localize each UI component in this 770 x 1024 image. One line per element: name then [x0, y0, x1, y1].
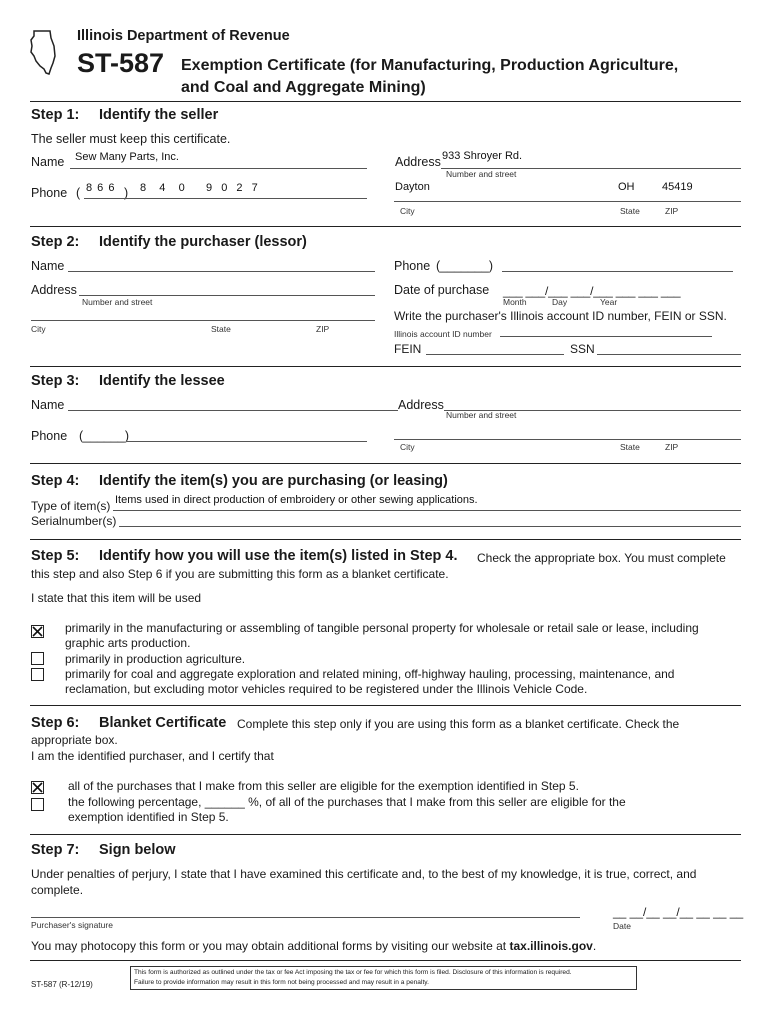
blanket-all-checkbox[interactable] — [31, 781, 44, 794]
use-mining-text: primarily for coal and aggregate exploration and related mining, off-highway hauling, processing, maintenance, and — [65, 667, 675, 681]
form-number: ST-587 — [77, 48, 165, 78]
lessee-phone-paren: (______) — [79, 429, 130, 443]
step5-statement: I state that this item will be used — [31, 591, 202, 605]
signature-date-field[interactable]: __ __/__ __/__ __ __ __ — [613, 905, 744, 919]
photocopy-note — [31, 939, 596, 953]
form-title-line2: and Coal and Aggregate Mining) — [181, 79, 426, 96]
account-id-label: Illinois account ID number — [394, 329, 492, 339]
step7-title: Sign below — [99, 842, 176, 858]
ssn-field[interactable] — [597, 354, 741, 355]
blanket-percentage-text2: exemption identified in Step 5. — [68, 810, 229, 824]
department-name: Illinois Department of Revenue — [77, 28, 290, 44]
step2-title: Identify the purchaser (lessor) — [99, 234, 307, 250]
lessee-state-label: State — [620, 442, 640, 452]
purchaser-phone-field[interactable] — [502, 271, 733, 272]
account-id-instruction: Write the purchaser's Illinois account ID number, FEIN or SSN. — [394, 309, 727, 323]
serial-number-label: Serialnumber(s) — [31, 514, 117, 528]
purchaser-zip-label: ZIP — [316, 324, 330, 334]
seller-number-street-label: Number and street — [446, 169, 517, 179]
purchaser-address-field[interactable] — [79, 295, 375, 296]
photocopy-period: . — [592, 939, 597, 953]
step4-label: Step 4: — [31, 473, 80, 489]
purchaser-phone-label: Phone — [394, 259, 431, 273]
step5-title: Identify how you will use the item(s) listed in Step 4. — [99, 548, 458, 564]
lessee-phone-field[interactable] — [127, 441, 367, 442]
lessee-city-label: City — [400, 442, 415, 452]
ssn-label: SSN — [570, 342, 595, 356]
purchase-day-label: Day — [552, 297, 568, 307]
step1-label: Step 1: — [31, 107, 80, 123]
blanket-percentage-option — [68, 795, 626, 825]
purchaser-name-field[interactable] — [68, 271, 375, 272]
penalty-statement-line2: complete. — [31, 883, 84, 897]
purchaser-state-label: State — [211, 324, 231, 334]
use-agriculture-checkbox[interactable] — [31, 652, 44, 665]
seller-phone-open-paren: ( — [76, 186, 81, 200]
seller-address-label: Address — [395, 155, 441, 169]
purchase-date-label: Date of purchase — [394, 283, 490, 297]
blanket-percentage-checkbox[interactable] — [31, 798, 44, 811]
seller-address-value: 933 Shroyer Rd. — [442, 150, 523, 162]
signature-date-label: Date — [613, 921, 631, 931]
blanket-percentage-text: the following percentage, ______ %, of all of the purchases that I make from this seller are eligible for the — [68, 795, 626, 809]
purchaser-signature-field[interactable] — [31, 917, 580, 918]
purchaser-city-label: City — [31, 324, 46, 334]
form-revision: ST-587 (R-12/19) — [31, 980, 93, 989]
blanket-all-option — [68, 779, 579, 794]
purchaser-number-street-label: Number and street — [82, 297, 153, 307]
seller-name-label: Name — [31, 155, 65, 169]
seller-city-state-zip-field[interactable] — [394, 201, 741, 202]
illinois-state-outline-icon — [28, 28, 58, 78]
seller-phone-area-code: 8 6 6 — [86, 182, 116, 194]
purchase-date-field[interactable]: ___ ___/___ ___/___ ___ ___ ___ — [503, 284, 681, 298]
step1-divider — [30, 226, 741, 227]
seller-city-label: City — [400, 206, 415, 216]
purchaser-city-state-zip-field[interactable] — [31, 320, 375, 321]
step2-divider — [30, 366, 741, 367]
account-id-field[interactable] — [500, 336, 712, 337]
step6-label: Step 6: — [31, 715, 80, 731]
seller-city-value: Dayton — [395, 181, 430, 193]
seller-phone-close-paren: ) — [124, 186, 129, 200]
step2-label: Step 2: — [31, 234, 80, 250]
lessee-name-label: Name — [31, 398, 65, 412]
use-mining-option — [65, 667, 674, 697]
item-type-label: Type of item(s) — [31, 499, 111, 513]
lessee-address-label: Address — [398, 398, 444, 412]
fein-field[interactable] — [426, 354, 564, 355]
seller-zip-value: 45419 — [662, 181, 693, 193]
blanket-all-text: all of the purchases that I make from this seller are eligible for the exemption identified in Step 5. — [68, 779, 579, 793]
step7-label: Step 7: — [31, 842, 80, 858]
item-type-value: Items used in direct production of embroidery or other sewing applications. — [115, 494, 478, 506]
purchaser-phone-paren: (_______) — [436, 259, 493, 273]
use-agriculture-text: primarily in production agriculture. — [65, 652, 246, 666]
step5-divider — [30, 705, 741, 706]
seller-phone-number: 8 4 0 9 0 2 7 — [140, 182, 259, 194]
step1-title: Identify the seller — [99, 107, 219, 123]
step6-divider — [30, 834, 741, 835]
step6-certify: I am the identified purchaser, and I certify that — [31, 749, 274, 763]
lessee-number-street-label: Number and street — [446, 410, 517, 420]
purchaser-name-label: Name — [31, 259, 65, 273]
use-manufacturing-text: primarily in the manufacturing or assembling of tangible personal property for wholesale or retail sale or lease, including — [65, 621, 699, 635]
lessee-name-field[interactable] — [68, 410, 398, 411]
disclosure-box — [130, 966, 637, 990]
lessee-phone-label: Phone — [31, 429, 68, 443]
use-mining-text2: reclamation, but excluding motor vehicles required to be registered under the Illinois Vehicle Code. — [65, 682, 588, 696]
photocopy-text: You may photocopy this form or you may obtain additional forms by visiting our website at — [31, 939, 507, 953]
purchaser-address-label: Address — [31, 283, 77, 297]
step3-label: Step 3: — [31, 373, 80, 389]
lessee-zip-label: ZIP — [665, 442, 679, 452]
use-manufacturing-text2: graphic arts production. — [65, 636, 191, 650]
fein-label: FEIN — [394, 342, 422, 356]
step3-divider — [30, 463, 741, 464]
step5-instruction2: this step and also Step 6 if you are submitting this form as a blanket certificate. — [31, 567, 449, 581]
checkmark-x-icon — [32, 626, 43, 637]
step6-title: Blanket Certificate — [99, 715, 227, 731]
website-link[interactable]: tax.illinois.gov — [509, 939, 593, 953]
use-manufacturing-option — [65, 621, 699, 651]
lessee-city-state-zip-field[interactable] — [394, 439, 741, 440]
step4-divider — [30, 539, 741, 540]
purchaser-signature-label: Purchaser's signature — [31, 920, 113, 930]
use-agriculture-option — [65, 652, 245, 667]
header-divider — [30, 101, 741, 102]
seller-state-label: State — [620, 206, 640, 216]
seller-zip-label: ZIP — [665, 206, 679, 216]
step6-instruction2: appropriate box. — [31, 733, 118, 747]
use-manufacturing-checkbox[interactable] — [31, 625, 44, 638]
step3-title: Identify the lessee — [99, 373, 225, 389]
step6-instruction1: Complete this step only if you are using this form as a blanket certificate. Check the — [237, 717, 680, 731]
seller-name-value: Sew Many Parts, Inc. — [75, 151, 179, 163]
disclosure-line2: Failure to provide information may result in this form not being processed and may result in a penalty. — [134, 979, 429, 986]
penalty-statement-line1: Under penalties of perjury, I state that I have examined this certificate and, to the best of my knowledge, it is true, correct, and — [31, 867, 697, 881]
step5-instruction1: Check the appropriate box. You must complete — [477, 551, 726, 565]
step4-title: Identify the item(s) you are purchasing (or leasing) — [99, 473, 448, 489]
purchase-year-label: Year — [600, 297, 618, 307]
seller-state-value: OH — [618, 181, 635, 193]
step5-label: Step 5: — [31, 548, 80, 564]
seller-phone-field[interactable] — [84, 198, 367, 199]
use-mining-checkbox[interactable] — [31, 668, 44, 681]
seller-name-field[interactable] — [70, 168, 367, 169]
seller-phone-label: Phone — [31, 186, 68, 200]
disclosure-line1: This form is authorized as outlined under the tax or fee Act imposing the tax or fee for which this form is filed. Disclosure of this information is required. — [134, 969, 572, 976]
seller-keep-note: The seller must keep this certificate. — [31, 132, 231, 146]
footer-divider — [30, 960, 741, 961]
checkmark-x-icon — [32, 782, 43, 793]
item-type-field[interactable] — [113, 510, 741, 511]
purchase-month-label: Month — [503, 297, 527, 307]
serial-number-field[interactable] — [119, 526, 741, 527]
form-title-line1: Exemption Certificate (for Manufacturing, Production Agriculture, — [181, 57, 679, 74]
